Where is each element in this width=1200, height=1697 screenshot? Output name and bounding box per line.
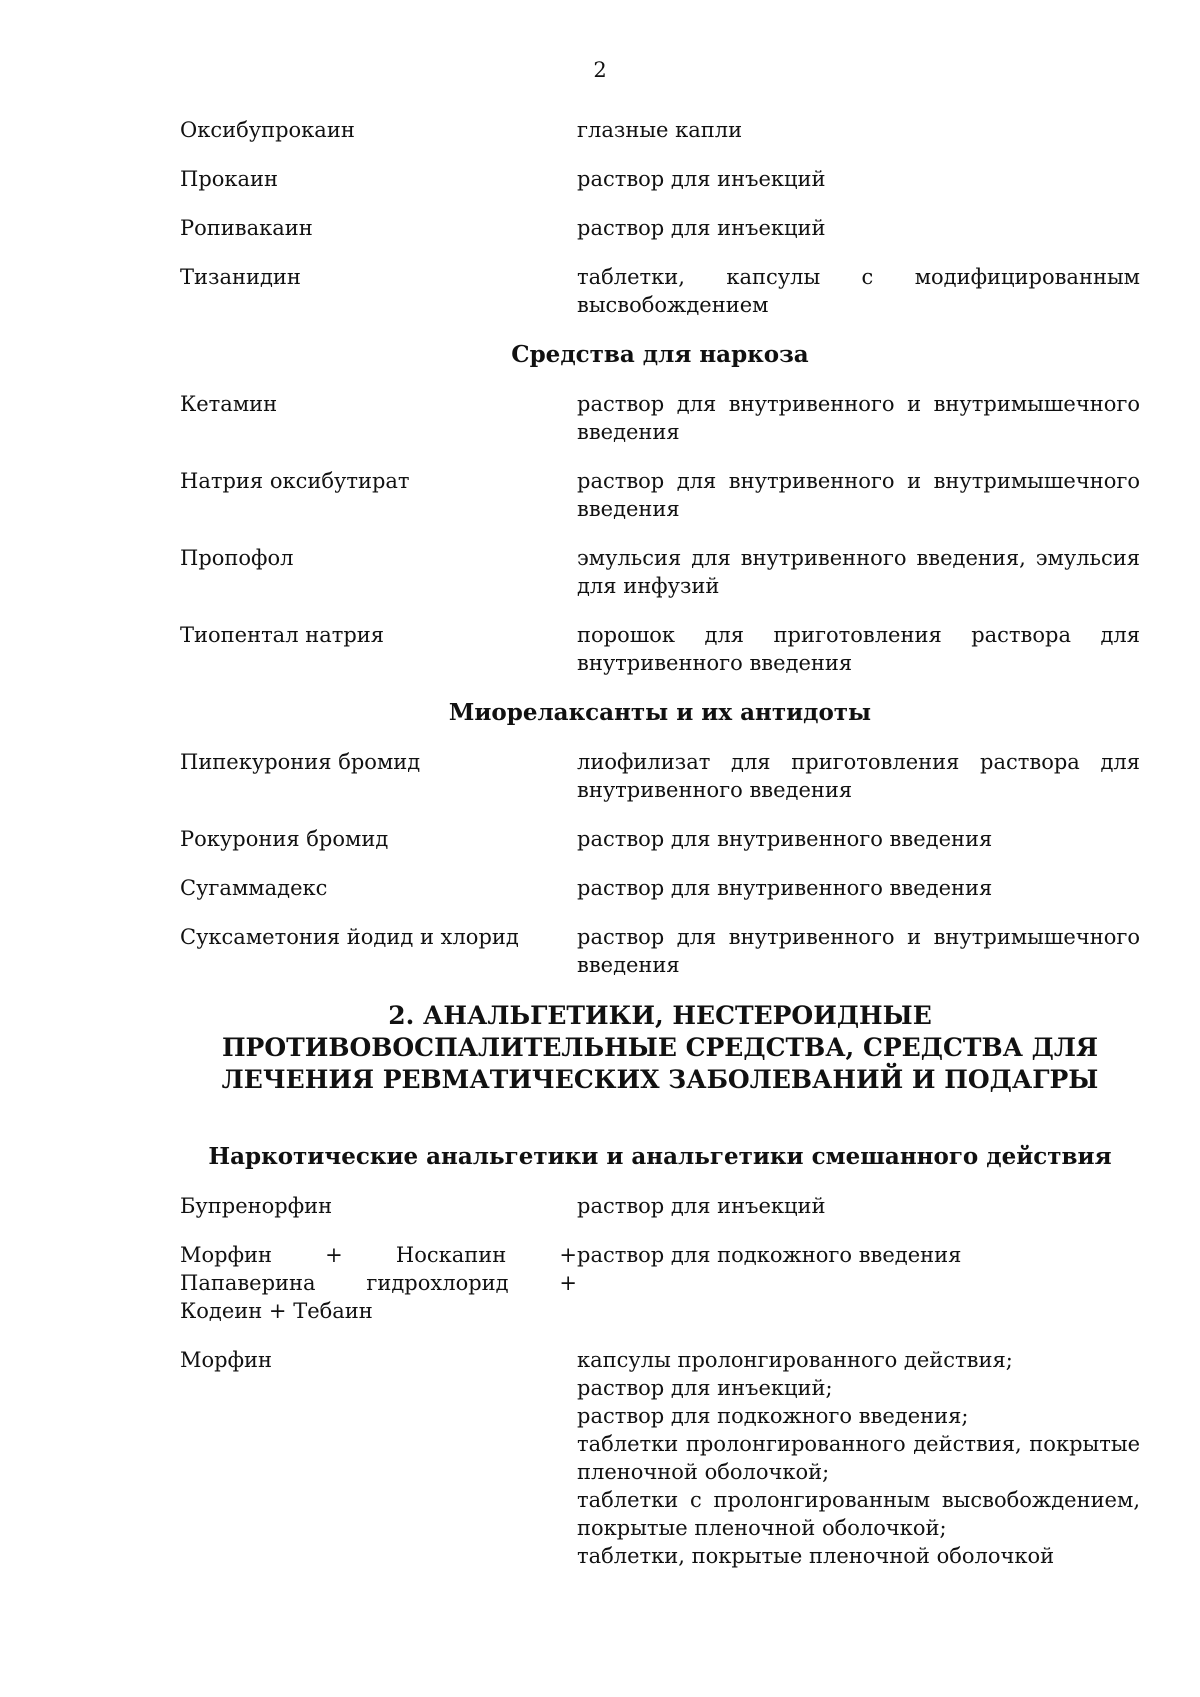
dosage-form-line: раствор для подкожного введения; (577, 1404, 969, 1428)
dosage-form-line: таблетки с пролонгированным высвобождением, покрытые пленочной оболочкой; (577, 1488, 1140, 1540)
drug-name: Сугаммадекс (180, 876, 328, 900)
drug-row (180, 1346, 1140, 1570)
subsection-heading: Наркотические анальгетики и анальгетики смешанного действия (208, 1143, 1112, 1170)
drug-name: Пропофол (180, 546, 294, 570)
drug-name: Рокурония бромид (180, 827, 389, 851)
dosage-form-line: таблетки, капсулы с модифицированным высвобождением (577, 265, 1140, 317)
section-heading-line: ЛЕЧЕНИЯ РЕВМАТИЧЕСКИХ ЗАБОЛЕВАНИЙ И ПОДАГРЫ (221, 1065, 1099, 1094)
dosage-form-line: эмульсия для внутривенного введения, эмульсия для инфузий (577, 546, 1140, 598)
dosage-form-line: раствор для внутривенного и внутримышечного введения (577, 392, 1140, 444)
drug-name: Кетамин (180, 392, 278, 416)
drug-name: Тиопентал натрия (180, 623, 385, 647)
dosage-form-line: раствор для внутривенного введения (577, 827, 993, 851)
dosage-form (577, 874, 1140, 902)
drug-row (180, 116, 1140, 144)
drug-name: Оксибупрокаин (180, 118, 355, 142)
drug-row (180, 923, 1140, 979)
dosage-form (577, 544, 1140, 600)
dosage-form (577, 116, 1140, 144)
dosage-form (577, 825, 1140, 853)
drug-row (180, 1241, 1140, 1325)
drug-row (180, 544, 1140, 600)
drug-row (180, 825, 1140, 853)
dosage-form (577, 214, 1140, 242)
drug-row (180, 874, 1140, 902)
dosage-form-line: глазные капли (577, 118, 743, 142)
drug-name: Морфин (180, 1348, 273, 1372)
drug-row (180, 214, 1140, 242)
drug-name: Ропивакаин (180, 216, 313, 240)
drug-row (180, 621, 1140, 677)
subsection-heading: Средства для наркоза (511, 341, 809, 368)
drug-name: Тизанидин (180, 265, 301, 289)
dosage-form (577, 748, 1140, 804)
drug-name: Прокаин (180, 167, 279, 191)
dosage-form (577, 390, 1140, 446)
dosage-form-line: таблетки пролонгированного действия, покрытые пленочной оболочкой; (577, 1432, 1140, 1484)
dosage-form-line: раствор для инъекций (577, 167, 826, 191)
drug-row (180, 263, 1140, 319)
dosage-form (577, 467, 1140, 523)
dosage-form (577, 1241, 1140, 1325)
drug-name: Суксаметония йодид и хлорид (180, 925, 519, 949)
section-heading (180, 1000, 1140, 1096)
drug-row (180, 1192, 1140, 1220)
dosage-form-line: таблетки, покрытые пленочной оболочкой (577, 1544, 1055, 1568)
drug-name: Натрия оксибутират (180, 469, 410, 493)
drug-row (180, 165, 1140, 193)
subsection-heading: Миорелаксанты и их антидоты (448, 699, 872, 726)
dosage-form (577, 165, 1140, 193)
dosage-form (577, 621, 1140, 677)
dosage-form-line: капсулы пролонгированного действия; (577, 1348, 1013, 1372)
drug-list (180, 116, 1140, 1591)
section-heading-line: ПРОТИВОВОСПАЛИТЕЛЬНЫЕ СРЕДСТВА, СРЕДСТВА ДЛЯ (221, 1033, 1099, 1062)
dosage-form (577, 923, 1140, 979)
drug-name: Пипекурония бромид (180, 750, 421, 774)
dosage-form-line: раствор для инъекций; (577, 1376, 833, 1400)
dosage-form-line: раствор для внутривенного и внутримышечного введения (577, 469, 1140, 521)
dosage-form-line: раствор для внутривенного введения (577, 876, 993, 900)
drug-row (180, 390, 1140, 446)
dosage-form-line: раствор для подкожного введения (577, 1243, 962, 1267)
drug-name: Морфин + Носкапин + Папаверина гидрохлорид + Кодеин + Тебаин (180, 1243, 577, 1323)
dosage-form-line: порошок для приготовления раствора для внутривенного введения (577, 623, 1140, 675)
drug-name: Бупренорфин (180, 1194, 333, 1218)
drug-row (180, 467, 1140, 523)
drug-row (180, 748, 1140, 804)
dosage-form-line: лиофилизат для приготовления раствора для внутривенного введения (577, 750, 1140, 802)
dosage-form-line: раствор для инъекций (577, 1194, 826, 1218)
dosage-form-line: раствор для внутривенного и внутримышечного введения (577, 925, 1140, 977)
dosage-form (577, 1346, 1140, 1570)
dosage-form (577, 1192, 1140, 1220)
section-heading-line: 2. АНАЛЬГЕТИКИ, НЕСТЕРОИДНЫЕ (388, 1001, 932, 1030)
dosage-form (577, 263, 1140, 319)
dosage-form-line: раствор для инъекций (577, 216, 826, 240)
page-number: 2 (593, 58, 607, 82)
